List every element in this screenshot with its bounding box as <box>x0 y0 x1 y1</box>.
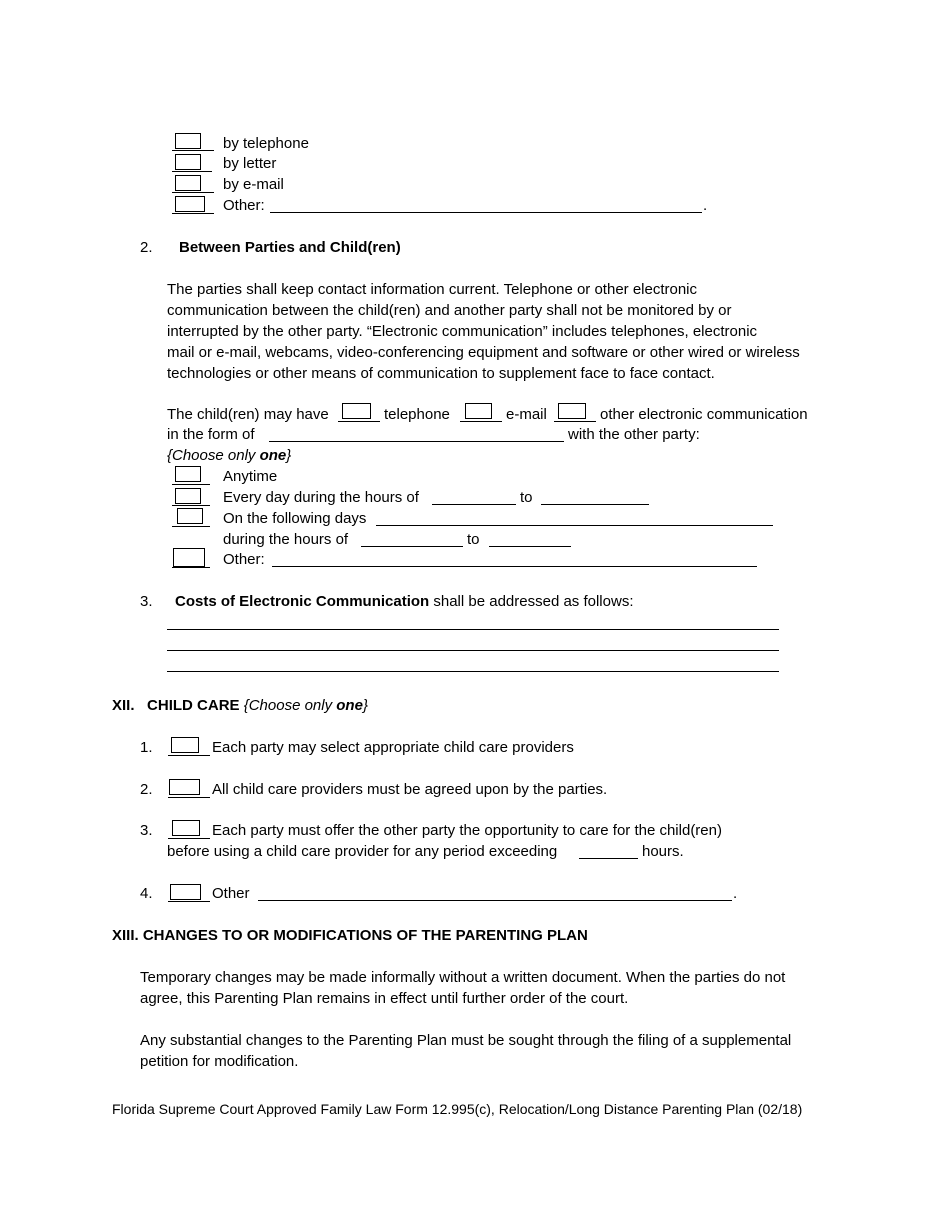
paragraph-line: Temporary changes may be made informally without a written document. When the parties do not <box>140 969 786 986</box>
underline <box>172 150 214 151</box>
childcare-item-3-line2: before using a child care provider for any period exceeding <box>167 843 558 860</box>
section-13-paragraph-2 <box>140 1030 791 1072</box>
period: . <box>733 885 738 902</box>
costs-fill-line-1[interactable] <box>167 629 779 630</box>
paragraph-line: Any substantial changes to the Parenting Plan must be sought through the filing of a supplemental <box>140 1032 792 1049</box>
checkbox-anytime[interactable] <box>175 466 201 482</box>
every-day-to-fill[interactable] <box>541 504 649 505</box>
telephone-label: telephone <box>384 406 450 423</box>
checkbox-every-day[interactable] <box>175 488 201 504</box>
childcare-item-1-text: Each party may select appropriate child care providers <box>212 739 574 756</box>
section-13-paragraph-1 <box>140 967 785 1009</box>
label-by-telephone: by telephone <box>223 135 309 152</box>
checkbox-childcare-4[interactable] <box>170 884 201 900</box>
checkbox-options-other[interactable] <box>173 548 205 567</box>
section-2-paragraph <box>167 279 800 384</box>
underline <box>172 171 212 172</box>
underline <box>172 192 214 193</box>
checkbox-childcare-2[interactable] <box>169 779 200 795</box>
section-2-heading: Between Parties and Child(ren) <box>179 239 401 256</box>
email-label: e-mail <box>506 406 547 423</box>
checkbox-childcare-3[interactable] <box>172 820 200 836</box>
childcare-other-fill[interactable] <box>258 900 732 901</box>
underline <box>338 421 380 422</box>
label-by-email: by e-mail <box>223 176 284 193</box>
paragraph-line: communication between the child(ren) and another party shall not be monitored by or <box>167 302 732 319</box>
options-other-fill[interactable] <box>272 566 757 567</box>
checkbox-by-email[interactable] <box>175 175 201 191</box>
paragraph-line: agree, this Parenting Plan remains in effect until further order of the court. <box>140 990 629 1007</box>
other-fill-line[interactable] <box>270 212 702 213</box>
checkbox-telephone[interactable] <box>342 403 371 419</box>
form-footer: Florida Supreme Court Approved Family Law Form 12.995(c), Relocation/Long Distance Parenting Plan (02/18) <box>112 1101 803 1117</box>
childcare-item-1-number: 1. <box>140 739 153 756</box>
checkbox-childcare-1[interactable] <box>171 737 199 753</box>
every-day-from-fill[interactable] <box>432 504 516 505</box>
to-label: to <box>467 531 480 548</box>
checkbox-email[interactable] <box>465 403 492 419</box>
following-days-label: On the following days <box>223 510 367 527</box>
underline <box>168 797 210 798</box>
underline <box>168 901 210 902</box>
label-by-letter: by letter <box>223 155 277 172</box>
underline <box>460 421 502 422</box>
underline <box>172 484 210 485</box>
underline <box>172 567 210 568</box>
childcare-item-4-text: Other <box>212 885 250 902</box>
hours-label: hours. <box>642 843 684 860</box>
checkbox-by-letter[interactable] <box>175 154 201 170</box>
paragraph-line: mail or e-mail, webcams, video-conferencing equipment and software or other wired or wireless <box>167 344 800 361</box>
during-hours-to-fill[interactable] <box>489 546 571 547</box>
period: . <box>703 197 708 214</box>
may-have-label: The child(ren) may have <box>167 406 329 423</box>
underline <box>172 213 214 214</box>
childcare-item-3-number: 3. <box>140 822 153 839</box>
underline <box>168 755 210 756</box>
costs-fill-line-3[interactable] <box>167 671 779 672</box>
every-day-label: Every day during the hours of <box>223 489 419 506</box>
section-12-heading: XII. CHILD CARE {Choose only one} <box>112 697 368 714</box>
during-hours-from-fill[interactable] <box>361 546 463 547</box>
other-electronic-label: other electronic communication <box>600 406 808 423</box>
following-days-fill[interactable] <box>376 525 773 526</box>
section-3-text: Costs of Electronic Communication shall be addressed as follows: <box>175 593 634 610</box>
paragraph-line: technologies or other means of communication to supplement face to face contact. <box>167 365 715 382</box>
section-3-number: 3. <box>140 593 153 610</box>
paragraph-line: The parties shall keep contact information current. Telephone or other electronic <box>167 281 698 298</box>
label-other: Other: <box>223 197 265 214</box>
options-other-label: Other: <box>223 551 265 568</box>
childcare-item-4-number: 4. <box>140 885 153 902</box>
costs-fill-line-2[interactable] <box>167 650 779 651</box>
choose-only-one-note: {Choose only one} <box>167 447 292 464</box>
hours-fill[interactable] <box>579 858 638 859</box>
childcare-item-3-text: Each party must offer the other party the opportunity to care for the child(ren) <box>212 822 722 839</box>
checkbox-by-telephone[interactable] <box>175 133 201 149</box>
anytime-label: Anytime <box>223 468 278 485</box>
section-2-number: 2. <box>140 239 153 256</box>
checkbox-other[interactable] <box>175 196 205 212</box>
underline <box>168 838 210 839</box>
underline <box>554 421 596 422</box>
paragraph-line: petition for modification. <box>140 1053 299 1070</box>
childcare-item-2-number: 2. <box>140 781 153 798</box>
paragraph-line: interrupted by the other party. “Electronic communication” includes telephones, electronic <box>167 323 758 340</box>
checkbox-following-days[interactable] <box>177 508 203 524</box>
underline <box>172 526 210 527</box>
form-of-fill-line[interactable] <box>269 441 564 442</box>
underline <box>172 505 210 506</box>
section-13-heading: XIII. CHANGES TO OR MODIFICATIONS OF THE PARENTING PLAN <box>112 927 588 944</box>
childcare-item-2-text: All child care providers must be agreed upon by the parties. <box>212 781 608 798</box>
in-form-of-label: in the form of <box>167 426 255 443</box>
during-hours-label: during the hours of <box>223 531 349 548</box>
with-other-party-label: with the other party: <box>568 426 700 443</box>
to-label: to <box>520 489 533 506</box>
checkbox-other-electronic[interactable] <box>558 403 586 419</box>
